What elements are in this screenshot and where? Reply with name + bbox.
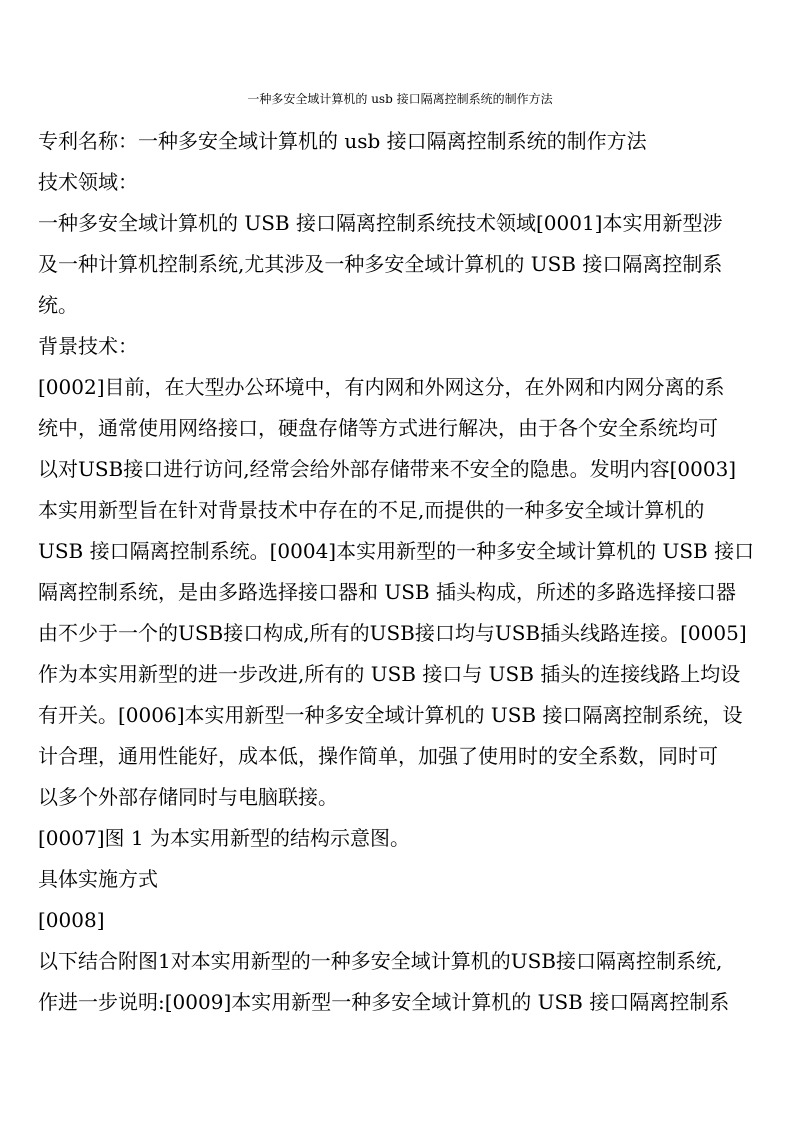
text-line: 及一种计算机控制系统,尤其涉及一种多安全域计算机的 USB 接口隔离控制系: [38, 252, 723, 276]
section-heading-technical-field: 技术领域：: [38, 170, 138, 194]
text-line: 隔离控制系统，是由多路选择接口器和 USB 插头构成，所述的多路选择接口器: [38, 580, 736, 604]
text-line: 统中，通常使用网络接口，硬盘存储等方式进行解决，由于各个安全系统均可: [38, 416, 718, 440]
text-line: 以多个外部存储同时与电脑联接。: [38, 785, 338, 809]
section-heading-embodiment: 具体实施方式: [38, 867, 158, 891]
text-line: 作为本实用新型的进一步改进,所有的 USB 接口与 USB 插头的连接线路上均设: [38, 662, 741, 686]
text-line: 本实用新型旨在针对背景技术中存在的不足,而提供的一种多安全域计算机的: [38, 498, 705, 522]
text-line: 作进一步说明:[0009]本实用新型一种多安全域计算机的 USB 接口隔离控制系: [38, 990, 730, 1014]
text-line: 统。: [38, 293, 78, 317]
text-line: 一种多安全域计算机的 USB 接口隔离控制系统技术领域[0001]本实用新型涉: [38, 211, 723, 235]
paragraph-number: [0008]: [38, 908, 105, 932]
text-line: 以对USB接口进行访问,经常会给外部存储带来不安全的隐患。发明内容[0003]: [38, 457, 737, 481]
patent-name-line: 专利名称：一种多安全域计算机的 usb 接口隔离控制系统的制作方法: [38, 129, 647, 153]
text-line: USB 接口隔离控制系统。[0004]本实用新型的一种多安全域计算机的 USB 接口: [38, 539, 755, 563]
section-heading-background: 背景技术：: [38, 334, 138, 358]
text-line: 有开关。[0006]本实用新型一种多安全域计算机的 USB 接口隔离控制系统，设: [38, 703, 743, 727]
text-line: 由不少于一个的USB接口构成,所有的USB接口均与USB插头线路连接。[0005]: [38, 621, 747, 645]
text-line: [0007]图 1 为本实用新型的结构示意图。: [38, 826, 410, 850]
text-line: 计合理，通用性能好，成本低，操作简单，加强了使用时的安全系数，同时可: [38, 744, 718, 768]
text-line: 以下结合附图1对本实用新型的一种多安全域计算机的USB接口隔离控制系统,: [38, 949, 723, 973]
text-line: [0002]目前，在大型办公环境中，有内网和外网这分，在外网和内网分离的系: [38, 375, 725, 399]
document-title: 一种多安全域计算机的 usb 接口隔离控制系统的制作方法: [247, 92, 553, 106]
